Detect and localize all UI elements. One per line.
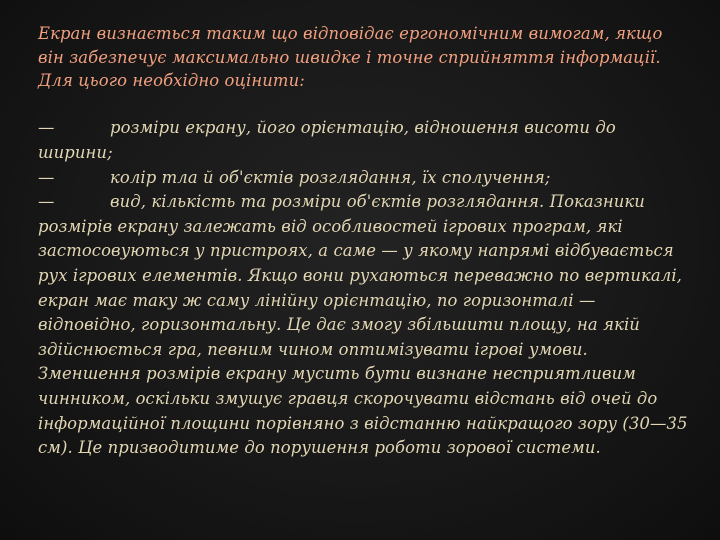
list-dash: — [38,118,55,138]
list-item-colors [38,166,690,191]
list-dash: — [38,167,55,187]
list-item-text: колір тла й об'єктів розглядання, їх сполучення; [110,167,551,187]
list-item-objects [38,190,690,461]
list-dash: — [38,192,55,212]
paragraph-spacer [38,93,690,117]
list-item-screen-size [38,116,690,165]
list-item-text: вид, кількість та розміри об'єктів розглядання. Показники розмірів екрану залежать від особливостей ігрових програм, які застосовуються у пристроях, а саме — у якому напрямі відбувається рух ігрових елементів. Якщо вони рухаються переважно по вертикалі, екран має таку ж саму лінійну орієнтацію, по горизонталі — відповідно, горизонтальну. Це дає змогу збільшити площу, на якій здійснюється гра, певним чином оптимізувати ігрові умови. Зменшення розмірів екрану мусить бути визнане несприятливим чинником, оскільки змушує гравця скорочувати відстань від очей до інформаційної площини порівняно з відстанню найкращого зору (30—35 см). Це призводитиме до порушення роботи зорової системи. [38,192,688,458]
list-item-text: розміри екрану, його орієнтацію, відношення висоти до ширини; [38,118,616,162]
intro-paragraph: Екран визнається таким що відповідає ергономічним вимогам, якщо він забезпечує максимально швидке і точне сприйняття інформації. Для цього необхідно оцінити: [38,24,663,91]
